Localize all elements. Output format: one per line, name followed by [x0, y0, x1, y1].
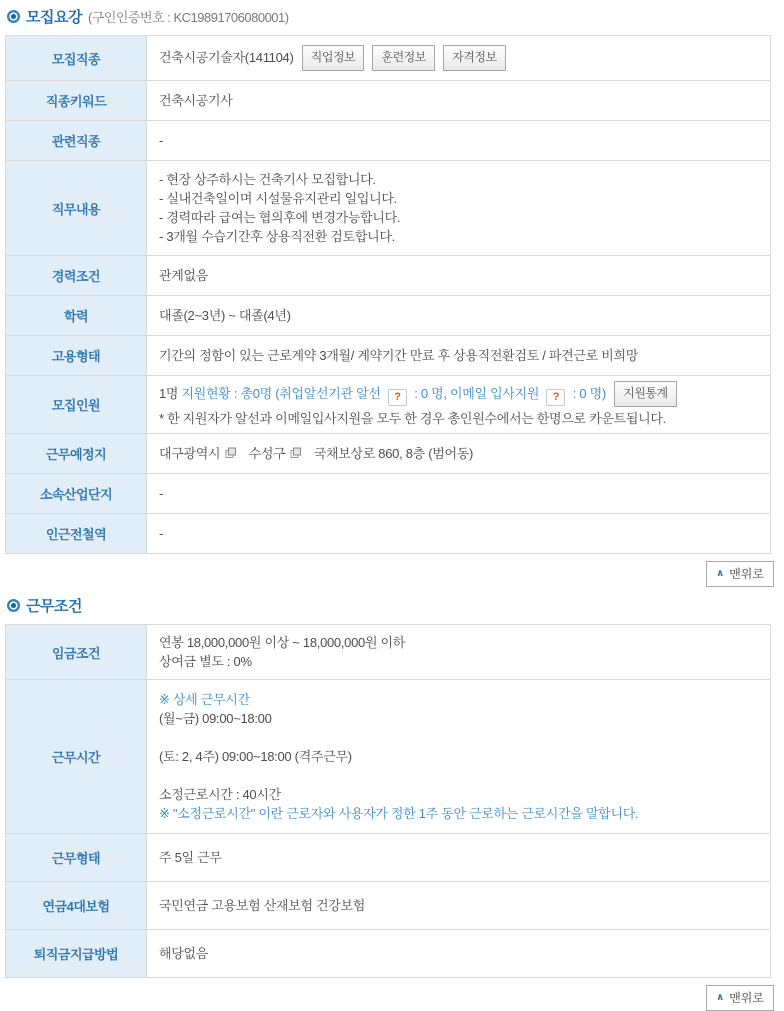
row-value: - — [147, 514, 771, 554]
salary-lines — [159, 633, 758, 671]
row-label: 학력 — [6, 296, 147, 336]
table-row-headcount — [6, 376, 771, 434]
row-value: 국민연금 고용보험 산재보험 건강보험 — [147, 882, 771, 930]
recruit-section-header — [7, 6, 775, 27]
table-row-education — [6, 296, 771, 336]
location-district: 수성구 — [248, 445, 286, 461]
salary-bonus: 상여금 별도 : 0% — [159, 654, 252, 669]
table-row-salary — [6, 625, 771, 680]
table-row-insurance — [6, 882, 771, 930]
work-conditions-table — [5, 624, 771, 978]
row-label: 경력조건 — [6, 256, 147, 296]
headcount-status-line — [159, 381, 758, 407]
license-info-button[interactable]: 자격정보 — [443, 45, 505, 71]
table-row-location — [6, 434, 771, 474]
arrow-up-icon: ∧ — [716, 991, 725, 1003]
job-title-text: 건축시공기술자(141104) — [159, 50, 294, 65]
row-label: 퇴직금지급방법 — [6, 930, 147, 978]
row-label: 근무예정지 — [6, 434, 147, 474]
row-value — [147, 36, 771, 81]
headcount-note: * 한 지원자가 알선과 이메일입사지원을 모두 한 경우 총인원수에서는 한명으로 카운트됩니다. — [159, 411, 666, 426]
duties-line: - 실내건축일이며 시설물유지관리 일입니다. — [159, 191, 397, 206]
hours-weekday: (월~금) 09:00~18:00 — [159, 711, 272, 726]
row-value — [147, 625, 771, 680]
help-icon[interactable]: ? — [388, 389, 407, 406]
table-row-related — [6, 121, 771, 161]
row-value — [147, 161, 771, 256]
help-icon[interactable]: ? — [546, 389, 565, 406]
go-to-top-label: 맨위로 — [729, 567, 764, 581]
table-row-employment-type — [6, 336, 771, 376]
table-row-keyword — [6, 81, 771, 121]
location-city: 대구광역시 — [159, 445, 221, 461]
row-value: 관계없음 — [147, 256, 771, 296]
hours-standard: 소정근로시간 : 40시간 — [159, 787, 281, 802]
applicant-status-end: : 0 명) — [572, 386, 606, 401]
duties-line: - 3개월 수습기간후 상용직전환 검토합니다. — [159, 229, 395, 244]
map-popup-icon[interactable] — [225, 445, 237, 464]
row-value: - — [147, 121, 771, 161]
recruit-section-title: 모집요강 — [26, 9, 82, 26]
salary-range: 연봉 18,000,000원 이상 ~ 18,000,000원 이하 — [159, 635, 406, 650]
blank-line — [159, 766, 758, 785]
row-value: 해당없음 — [147, 930, 771, 978]
row-label: 임금조건 — [6, 625, 147, 680]
row-label: 직종키워드 — [6, 81, 147, 121]
table-row-duties — [6, 161, 771, 256]
hours-detail-title: ※ 상세 근무시간 — [159, 692, 250, 707]
row-value — [147, 434, 771, 474]
map-popup-icon[interactable] — [290, 445, 302, 464]
go-to-top-button[interactable] — [706, 985, 774, 1011]
row-label: 모집인원 — [6, 376, 147, 434]
row-label: 소속산업단지 — [6, 474, 147, 514]
recruit-certification-number: (구인인증번호 : KC19891706080001) — [87, 10, 289, 25]
section-bullet-icon — [7, 599, 20, 612]
row-label: 직무내용 — [6, 161, 147, 256]
duties-line: - 경력따라 급여는 협의후에 변경가능합니다. — [159, 210, 401, 225]
work-section-header — [7, 595, 775, 616]
job-info-button[interactable]: 직업정보 — [302, 45, 364, 71]
hours-lines — [159, 690, 758, 823]
arrow-up-icon: ∧ — [716, 567, 725, 579]
section-bullet-icon — [7, 10, 20, 23]
hours-note: ※ "소정근로시간" 이란 근로자와 사용자가 정한 1주 동안 근로하는 근로시간을 말합니다. — [159, 806, 639, 821]
go-to-top-button[interactable] — [706, 561, 774, 587]
applicant-status-mid: : 0 명, 이메일 입사지원 — [414, 386, 540, 401]
blank-line — [159, 728, 758, 747]
headcount-count: 1명 — [159, 386, 179, 401]
row-value: 대졸(2~3년) ~ 대졸(4년) — [147, 296, 771, 336]
table-row-subway — [6, 514, 771, 554]
table-row-career — [6, 256, 771, 296]
training-info-button[interactable]: 훈련정보 — [372, 45, 434, 71]
row-value: 기간의 정함이 있는 근로계약 3개월/ 계약기간 만료 후 상용직전환검토 / 파견근로 비희망 — [147, 336, 771, 376]
go-to-top-label: 맨위로 — [729, 991, 764, 1005]
row-label: 고용형태 — [6, 336, 147, 376]
hours-saturday: (토: 2, 4주) 09:00~18:00 (격주근무) — [159, 749, 352, 764]
duties-lines — [159, 170, 758, 246]
row-value: 건축시공기사 — [147, 81, 771, 121]
table-row-hours — [6, 680, 771, 834]
application-stats-button[interactable]: 지원통계 — [614, 381, 676, 407]
row-value — [147, 376, 771, 434]
duties-line: - 현장 상주하시는 건축기사 모집합니다. — [159, 172, 376, 187]
row-label: 연금4대보험 — [6, 882, 147, 930]
table-row-severance — [6, 930, 771, 978]
row-label: 근무시간 — [6, 680, 147, 834]
row-label: 모집직종 — [6, 36, 147, 81]
row-label: 관련직종 — [6, 121, 147, 161]
top-button-row-bottom — [5, 985, 774, 1011]
location-address: 국채보상로 860, 8층 (범어동) — [313, 445, 474, 461]
row-label: 근무형태 — [6, 834, 147, 882]
applicant-status-prefix: 지원현황 : 총0명 (취업알선기관 알선 — [181, 386, 381, 401]
row-value — [147, 680, 771, 834]
top-button-row — [5, 561, 774, 587]
table-row-job — [6, 36, 771, 81]
recruit-table — [5, 35, 771, 554]
row-value: - — [147, 474, 771, 514]
row-label: 인근전철역 — [6, 514, 147, 554]
table-row-schedule — [6, 834, 771, 882]
row-value: 주 5일 근무 — [147, 834, 771, 882]
work-section-title: 근무조건 — [26, 598, 82, 615]
table-row-industrial-complex — [6, 474, 771, 514]
